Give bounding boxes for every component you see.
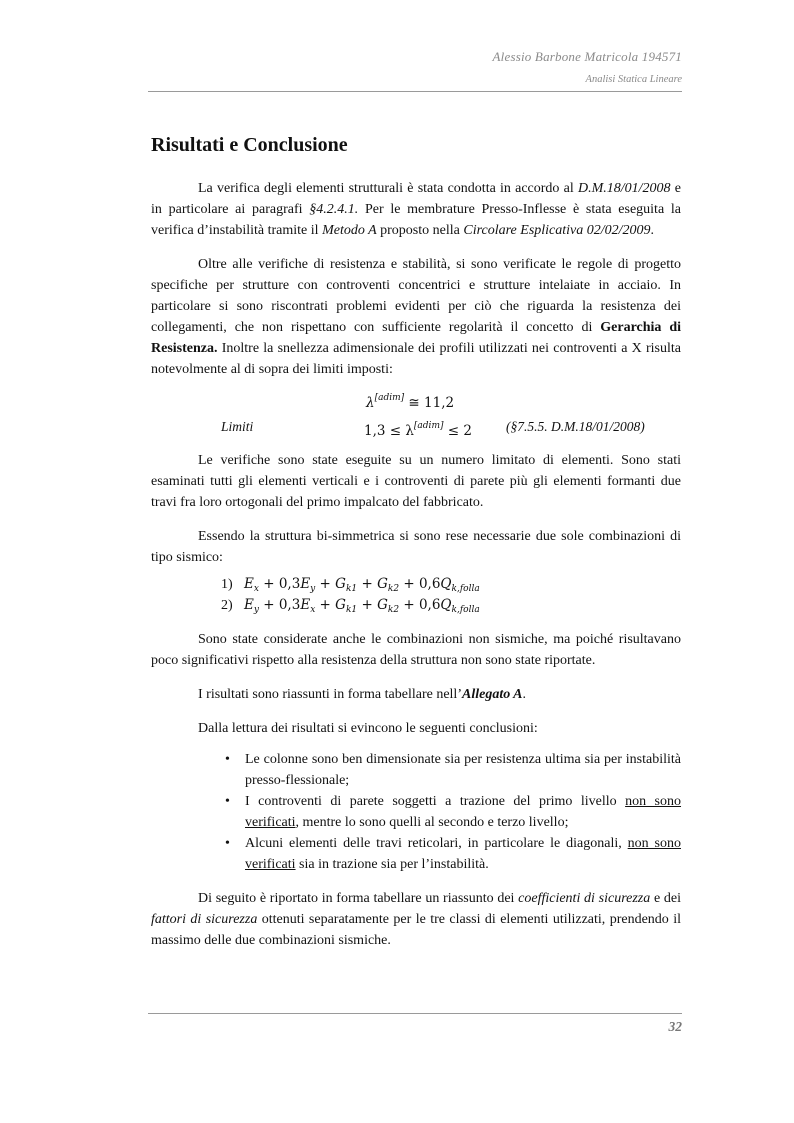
c1-s7: k2 xyxy=(387,584,400,594)
limits-post: ≤ 2 xyxy=(443,423,472,439)
paragraph-results-summary xyxy=(151,684,681,705)
combination-2 xyxy=(151,595,681,616)
c2-t9: Q xyxy=(440,597,452,613)
paragraph-non-seismic: Sono state considerate anche le combinazioni non sismiche, ma poiché risultavano poco significativi rispetto alla resistenza della struttura non sono state riportate. xyxy=(151,632,681,668)
c1-t4: + xyxy=(315,576,336,592)
p2-text-a: Oltre alle verifiche di resistenza e stabilità, si sono verificate le regole di progetto specifiche per strutture con controventi concentrici e strutture intelaiate in acciaio. In particolare si sono riscontrati problemi evidenti per ciò che riguarda la resistenza dei collegamenti, che non rispettano con sufficiente regolarità il concetto di xyxy=(151,257,681,335)
p6-annex: Allegato A xyxy=(461,687,523,702)
paragraph-safety-summary xyxy=(151,888,681,951)
section-title: Risultati e Conclusione xyxy=(151,134,348,156)
c2-t5: G xyxy=(335,597,346,613)
c1-t5: G xyxy=(335,576,346,592)
bullet-3-underlined: non sono verificati xyxy=(245,836,681,872)
paragraph-scope: Le verifiche sono state eseguite su un numero limitato di elementi. Sono stati esaminati tutti gli elementi verticali e i controventi di parete più gli elementi formanti due travi fra loro ortogonali del primo impalcato del fabbricato. xyxy=(151,453,681,510)
c2-t2: + 0,3 xyxy=(258,597,301,613)
c1-s5: k1 xyxy=(345,584,358,594)
c1-s9: k,folla xyxy=(451,584,480,594)
bullet-1-text: Le colonne sono ben dimensionate sia per resistenza ultima sia per instabilità presso-flessionale; xyxy=(245,752,681,788)
conclusions-list xyxy=(151,749,681,875)
p1-section-ref: §4.2.4.1. xyxy=(309,202,359,217)
p8-text-e: ottenuti separatamente per le tre classi di elementi utilizzati, prendendo il massimo delle due combinazioni sismiche. xyxy=(151,912,681,948)
p6-text-a: I risultati sono riassunti in forma tabellare nell’ xyxy=(198,687,462,702)
paragraph-combinations-intro: Essendo la struttura bi-simmetrica si sono rese necessarie due sole combinazioni di tipo sismico: xyxy=(151,529,681,565)
c1-t9: Q xyxy=(440,576,452,592)
c1-t8: + 0,6 xyxy=(399,576,441,592)
limits-label: Limiti xyxy=(221,419,254,434)
c1-t3: E xyxy=(300,576,311,592)
bullet-3-text-c: sia in trazione sia per l’instabilità. xyxy=(295,857,489,872)
p1-text-g: proposto nella xyxy=(376,223,464,238)
p1-text-e: Per le membrature Presso-Inflesse è stata eseguita la verifica d’instabilità tramite il xyxy=(151,202,681,238)
limits-reference: (§7.5.5. D.M.18/01/2008) xyxy=(506,419,645,434)
eq1-lambda: λ xyxy=(366,395,375,411)
eq1-sup: [adim] xyxy=(374,393,405,403)
eq1-expression xyxy=(366,388,454,414)
c2-s5: k1 xyxy=(345,605,358,615)
c2-t7: G xyxy=(377,597,388,613)
combo-1-number: 1) xyxy=(221,577,233,592)
c2-t4: + xyxy=(315,597,336,613)
p1-circular-ref: Circolare Esplicativa 02/02/2009 xyxy=(463,223,651,238)
limits-pre: 1,3 ≤ λ xyxy=(364,423,414,439)
c2-s7: k2 xyxy=(387,605,400,615)
paragraph-rules xyxy=(151,254,681,380)
c2-t8: + 0,6 xyxy=(399,597,441,613)
bullet-icon: • xyxy=(225,794,230,809)
p8-text-c: e dei xyxy=(650,891,681,906)
header-author: Alessio Barbone Matricola 194571 xyxy=(492,49,682,64)
list-item xyxy=(151,833,681,875)
body-content xyxy=(151,178,681,964)
p1-text-a: La verifica degli elementi strutturali è stata condotta in accordo al xyxy=(198,181,578,196)
header-subtitle: Analisi Statica Lineare xyxy=(585,74,682,85)
c2-s3: x xyxy=(310,605,316,615)
p8-coefficients: coefficienti di sicurezza xyxy=(518,891,651,906)
c1-t7: G xyxy=(377,576,388,592)
equation-limits xyxy=(151,416,681,437)
combo-2-number: 2) xyxy=(221,598,233,613)
p1-method: Metodo A xyxy=(322,223,377,238)
p8-text-a: Di seguito è riportato in forma tabellare un riassunto dei xyxy=(198,891,519,906)
p1-text-i: . xyxy=(650,223,655,238)
combination-1 xyxy=(151,574,681,595)
c2-t1: E xyxy=(244,597,254,613)
page-number: 32 xyxy=(668,1019,682,1034)
equation-slenderness xyxy=(151,388,681,409)
p8-factors: fattori di sicurezza xyxy=(151,912,258,927)
paragraph-conclusions-intro: Dalla lettura dei risultati si evincono le seguenti conclusioni: xyxy=(198,721,538,736)
c1-t6: + xyxy=(357,576,378,592)
bullet-2-text-c: , mentre lo sono quelli al secondo e terzo livello; xyxy=(295,815,569,830)
bullet-icon: • xyxy=(225,752,230,767)
p1-text-c: e in particolare ai paragrafi xyxy=(151,181,682,217)
bullet-icon: • xyxy=(225,836,230,851)
p6-text-c: . xyxy=(522,687,527,702)
bullet-2-text-a: I controventi di parete soggetti a trazione del primo livello xyxy=(245,794,626,809)
c2-t3: E xyxy=(300,597,311,613)
p2-text-c: Inoltre la snellezza adimensionale dei profili utilizzati nei controventi a X risulta notevolmente al di sopra dei limiti imposti: xyxy=(151,341,681,377)
bullet-3-text-a: Alcuni elementi delle travi reticolari, in particolare le diagonali, xyxy=(245,836,628,851)
c1-s3: y xyxy=(310,584,316,594)
limits-expression xyxy=(364,416,472,442)
header-rule xyxy=(148,91,682,92)
combo-2-expression xyxy=(244,595,480,621)
c2-s9: k,folla xyxy=(451,605,480,615)
list-item xyxy=(151,749,681,791)
list-item xyxy=(151,791,681,833)
c1-t2: + 0,3 xyxy=(258,576,301,592)
p1-dm-ref: D.M.18/01/2008 xyxy=(578,181,671,196)
c2-t6: + xyxy=(357,597,378,613)
bullet-2-underlined: non sono verificati xyxy=(245,794,682,830)
footer-rule xyxy=(148,1013,682,1014)
c1-t1: E xyxy=(244,576,254,592)
eq1-rest: ≅ 11,2 xyxy=(404,395,455,411)
p2-hierarchy: Gerarchia di Resistenza. xyxy=(151,320,681,356)
c1-s1: x xyxy=(253,584,259,594)
c2-s1: y xyxy=(253,605,259,615)
limits-sup: [adim] xyxy=(413,421,444,431)
paragraph-verification xyxy=(151,178,681,241)
